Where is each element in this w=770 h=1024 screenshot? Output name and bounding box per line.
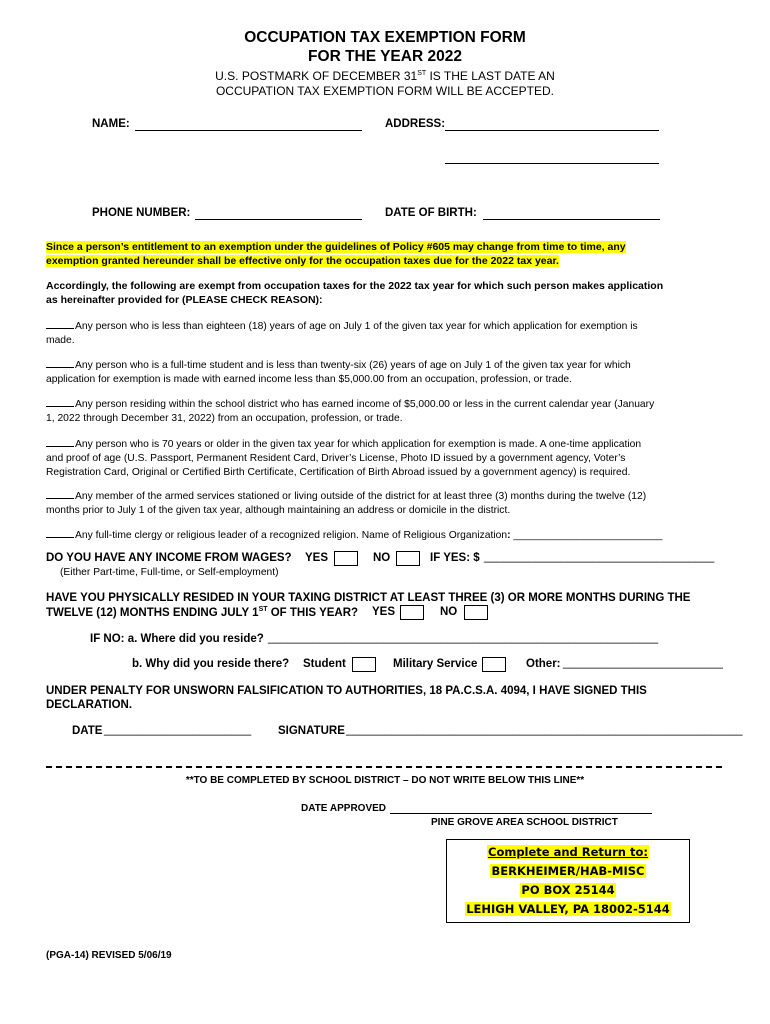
reason-checkbox[interactable] [46,317,74,329]
reason-checkbox[interactable] [46,487,74,499]
dob-label: DATE OF BIRTH: [385,207,477,219]
reason-clergy [46,526,736,543]
residency-sup: ST [258,606,268,613]
reason-checkbox[interactable] [46,526,74,538]
phone-field[interactable] [195,219,362,220]
reason-text: Registration Card, Original or Certified Birth Certificate, Certification of Birth Abroad issued by a government agency) is required. [46,467,631,478]
military-label: Military Service [393,658,478,670]
school-district-name: PINE GROVE AREA SCHOOL DISTRICT [431,817,618,828]
reason-armed-services [46,487,726,518]
where-resided-field[interactable]: _____________________________________________________________ [268,632,659,644]
reason-checkbox[interactable] [46,395,74,407]
reason-text: and proof of age (U.S. Passport, Permanent Resident Card, Driver’s License, Photo ID issued by a government agency, Voter’s [46,453,626,464]
wages-no-label: NO [373,552,391,564]
revision-label: (PGA-14) REVISED 5/06/19 [46,950,172,961]
cut-line-divider [46,766,722,768]
name-field[interactable] [135,130,362,131]
reason-text: Any person who is 70 years or older in the given tax year for which application for exemption is made. A one-time application [75,439,642,450]
return-po-box-text: PO BOX 25144 [521,883,615,897]
reason-text: Any person residing within the school district who has earned income of $5,000.00 or less in the current calendar year (January [75,399,655,410]
residency-text: TWELVE (12) MONTHS ENDING JULY 1 [46,607,259,619]
postmark-text: U.S. POSTMARK OF DECEMBER 31 [215,69,418,83]
policy-notice [46,240,626,268]
reason-text: Any full-time clergy or religious leader of a recognized religion. Name of Religious Organization [75,530,508,541]
reason-checkbox[interactable] [46,435,74,447]
form-year: FOR THE YEAR 2022 [308,48,462,65]
date-approved-field[interactable] [390,813,652,814]
wages-yes-checkbox[interactable] [334,551,358,566]
wages-no-checkbox[interactable] [396,551,420,566]
clergy-colon: : [507,530,511,541]
reason-text: application for exemption is made with earned income less than $5,000.00 from an occupation, profession, or trade. [46,374,573,385]
return-address-box [446,839,690,923]
signature-label: SIGNATURE [278,725,345,737]
postmark-notice [0,69,770,83]
wages-note: (Either Part-time, Full-time, or Self-employment) [60,567,279,578]
dob-field[interactable] [483,219,660,220]
residency-question-line2 [46,606,358,619]
phone-label: PHONE NUMBER: [92,207,191,219]
reason-text: Any member of the armed services stationed or living outside of the district for at least three (3) months during the twelve (12) [75,491,647,502]
district-instruction: **TO BE COMPLETED BY SCHOOL DISTRICT – DO NOT WRITE BELOW THIS LINE** [185,775,585,786]
exemption-intro [46,279,663,307]
reason-text: Any person who is less than eighteen (18) years of age on July 1 of the given tax year for which application for exemption is [75,321,638,332]
form-title: OCCUPATION TAX EXEMPTION FORM [244,29,526,46]
residency-no-checkbox[interactable] [464,605,488,620]
residency-yes-checkbox[interactable] [400,605,424,620]
return-company [447,862,689,881]
reason-checkbox[interactable] [46,356,74,368]
date-field[interactable]: _______________________ [104,724,252,736]
return-company-text: BERKHEIMER/HAB-MISC [491,864,645,878]
residency-question-line1: HAVE YOU PHYSICALLY RESIDED IN YOUR TAXING DISTRICT AT LEAST THREE (3) OR MORE MONTHS DURING THE [46,592,691,604]
intro-line1: Accordingly, the following are exempt from occupation taxes for the 2022 tax year for which such person makes application [46,280,664,292]
military-checkbox[interactable] [482,657,506,672]
wages-question: DO YOU HAVE ANY INCOME FROM WAGES? [46,552,292,564]
address-label: ADDRESS: [385,118,446,130]
student-label: Student [303,658,346,670]
student-checkbox[interactable] [352,657,376,672]
reason-student [46,356,726,387]
signature-field[interactable]: ______________________________________________________________ [346,724,743,736]
penalty-line1: UNDER PENALTY FOR UNSWORN FALSIFICATION TO AUTHORITIES, 18 PA.C.S.A. 4094, I HAVE SIGNED THIS [46,685,647,697]
reason-text: 1, 2022 through December 31, 2022) from an occupation, profession, or trade. [46,413,403,424]
return-po-box [447,881,689,900]
reason-under-18 [46,317,726,348]
return-heading [447,843,689,862]
residency-no-label: NO [440,606,458,618]
return-heading-text: Complete and Return to: [488,845,648,859]
residency-yes-label: YES [372,606,396,618]
address-field-line2[interactable] [445,163,659,164]
name-label: NAME: [92,118,130,130]
religious-organization-field[interactable]: __________________________ [513,530,663,541]
date-label: DATE [72,725,103,737]
reason-low-income [46,395,726,426]
policy-notice-line1: Since a person’s entitlement to an exemption under the guidelines of Policy #605 may change from time to time, any [46,241,626,253]
return-city-text: LEHIGH VALLEY, PA 18002-5144 [466,902,670,916]
other-label: Other: [526,658,561,670]
wages-amount-field[interactable]: ____________________________________ [484,551,715,563]
policy-notice-line2: exemption granted hereunder shall be effective only for the occupation taxes due for the 2022 tax year. [46,255,559,267]
other-field[interactable]: _________________________ [563,657,723,669]
reason-text: made. [46,335,75,346]
wages-yes-label: YES [305,552,329,564]
penalty-line2: DECLARATION. [46,699,133,711]
postmark-sup: ST [417,70,427,77]
reason-text: Any person who is a full-time student and is less than twenty-six (26) years of age on July 1 of the given tax year for which [75,360,631,371]
where-resided-label: IF NO: a. Where did you reside? [90,633,264,645]
postmark-text-end: IS THE LAST DATE AN [426,69,555,83]
reason-age-70 [46,435,726,480]
date-approved-label: DATE APPROVED [301,803,387,814]
intro-line2: as hereinafter provided for (PLEASE CHECK REASON): [46,294,323,306]
return-city [447,900,689,919]
postmark-notice-line2: OCCUPATION TAX EXEMPTION FORM WILL BE ACCEPTED. [215,84,555,98]
why-resided-label: b. Why did you reside there? [132,658,290,670]
reason-text: months prior to July 1 of the given tax year, although maintaining an address or domicile in the district. [46,505,511,516]
wages-ifyes-label: IF YES: $ [430,552,480,564]
residency-text-end: OF THIS YEAR? [267,607,359,619]
address-field-line1[interactable] [445,130,659,131]
